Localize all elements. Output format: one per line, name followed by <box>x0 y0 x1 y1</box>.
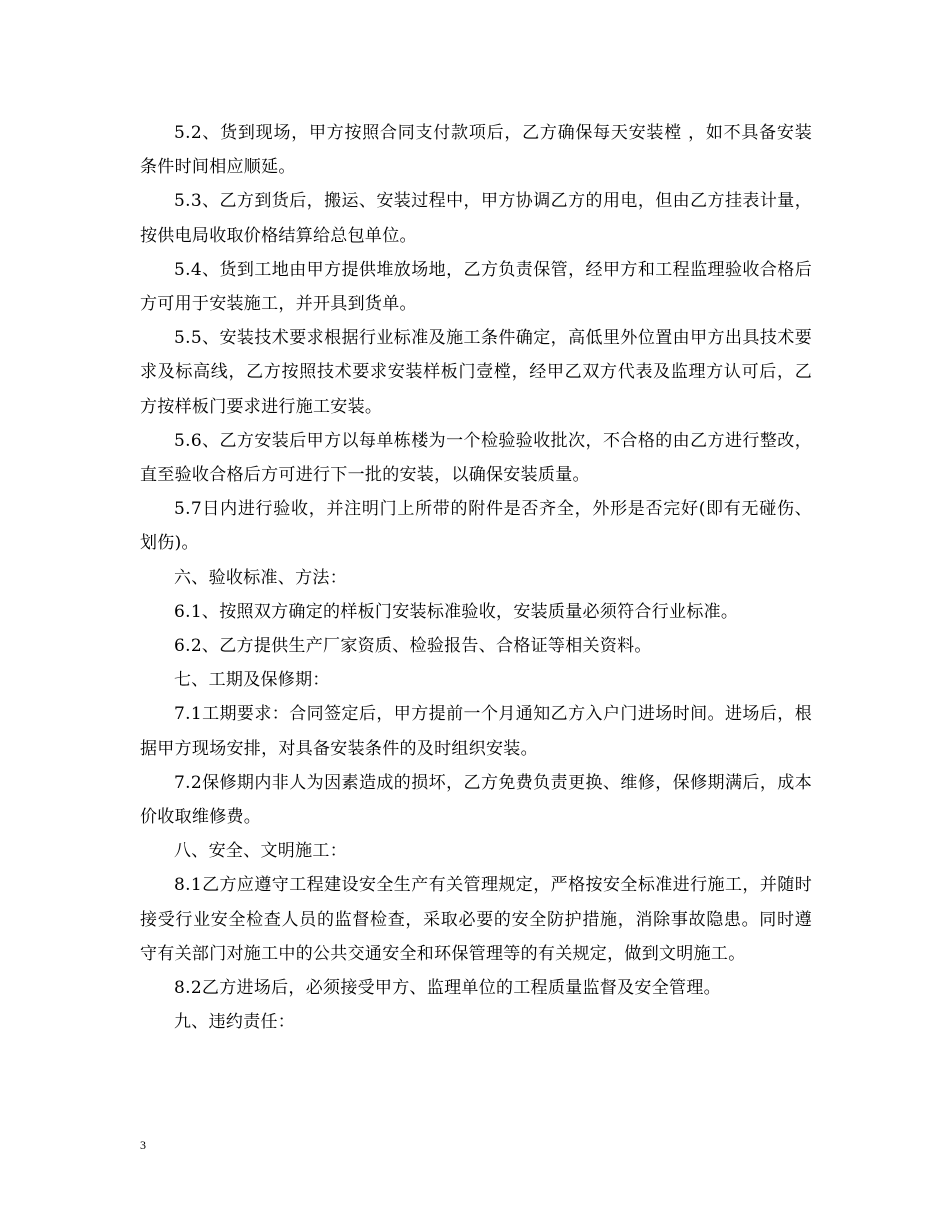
clause-6-1: 6.1、按照双方确定的样板门安装标准验收，安装质量必须符合行业标准。 <box>174 601 739 622</box>
clause-5-3: 5.3、乙方到货后，搬运、安装过程中，甲方协调乙方的用电，但由乙方挂表计量，按供电局收取价格结算给总包单位。 <box>140 191 812 246</box>
clause-6-2: 6.2、乙方提供生产厂家资质、检验报告、合格证等相关资料。 <box>174 636 652 657</box>
clause-7-1: 7.1工期要求：合同签定后，甲方提前一个月通知乙方入户门进场时间。进场后，根据甲方现场安排，对具备安装条件的及时组织安装。 <box>140 704 812 759</box>
section-9-heading: 九、违约责任： <box>174 1012 296 1033</box>
clause-8-1: 8.1乙方应遵守工程建设安全生产有关管理规定，严格按安全标准进行施工，并随时接受行业安全检查人员的监督检查，采取必要的安全防护措施，消除事故隐患。同时遵守有关部门对施工中的公共交通安全和环保管理等的有关规定，做到文明施工。 <box>140 875 812 964</box>
clause-5-6: 5.6、乙方安装后甲方以每单栋楼为一个检验验收批次，不合格的由乙方进行整改，直至验收合格后方可进行下一批的安装，以确保安装质量。 <box>140 430 812 486</box>
section-7-heading: 七、工期及保修期： <box>174 670 330 691</box>
clause-5-4: 5.4、货到工地由甲方提供堆放场地，乙方负责保管，经甲方和工程监理验收合格后方可用于安装施工，并开具到货单。 <box>140 259 812 315</box>
clause-8-2: 8.2乙方进场后，必须接受甲方、监理单位的工程质量监督及安全管理。 <box>174 978 721 999</box>
contract-body <box>140 116 812 1039</box>
section-6-heading: 六、验收标准、方法： <box>174 567 347 588</box>
clause-5-7: 5.7日内进行验收，并注明门上所带的附件是否齐全，外形是否完好(即有无碰伤、划伤)。 <box>140 499 812 554</box>
clause-7-2: 7.2保修期内非人为因素造成的损坏，乙方免费负责更换、维修，保修期满后，成本价收取维修费。 <box>140 772 812 828</box>
page-number: 3 <box>140 1138 146 1152</box>
section-8-heading: 八、安全、文明施工： <box>174 841 347 862</box>
clause-5-5: 5.5、安装技术要求根据行业标准及施工条件确定，高低里外位置由甲方出具技术要求及标高线，乙方按照技术要求安装样板门壹樘，经甲乙双方代表及监理方认可后，乙方按样板门要求进行施工安装。 <box>140 328 812 417</box>
clause-5-2: 5.2、货到现场，甲方按照合同支付款项后，乙方确保每天安装樘 ，如不具备安装条件时间相应顺延。 <box>140 123 812 178</box>
